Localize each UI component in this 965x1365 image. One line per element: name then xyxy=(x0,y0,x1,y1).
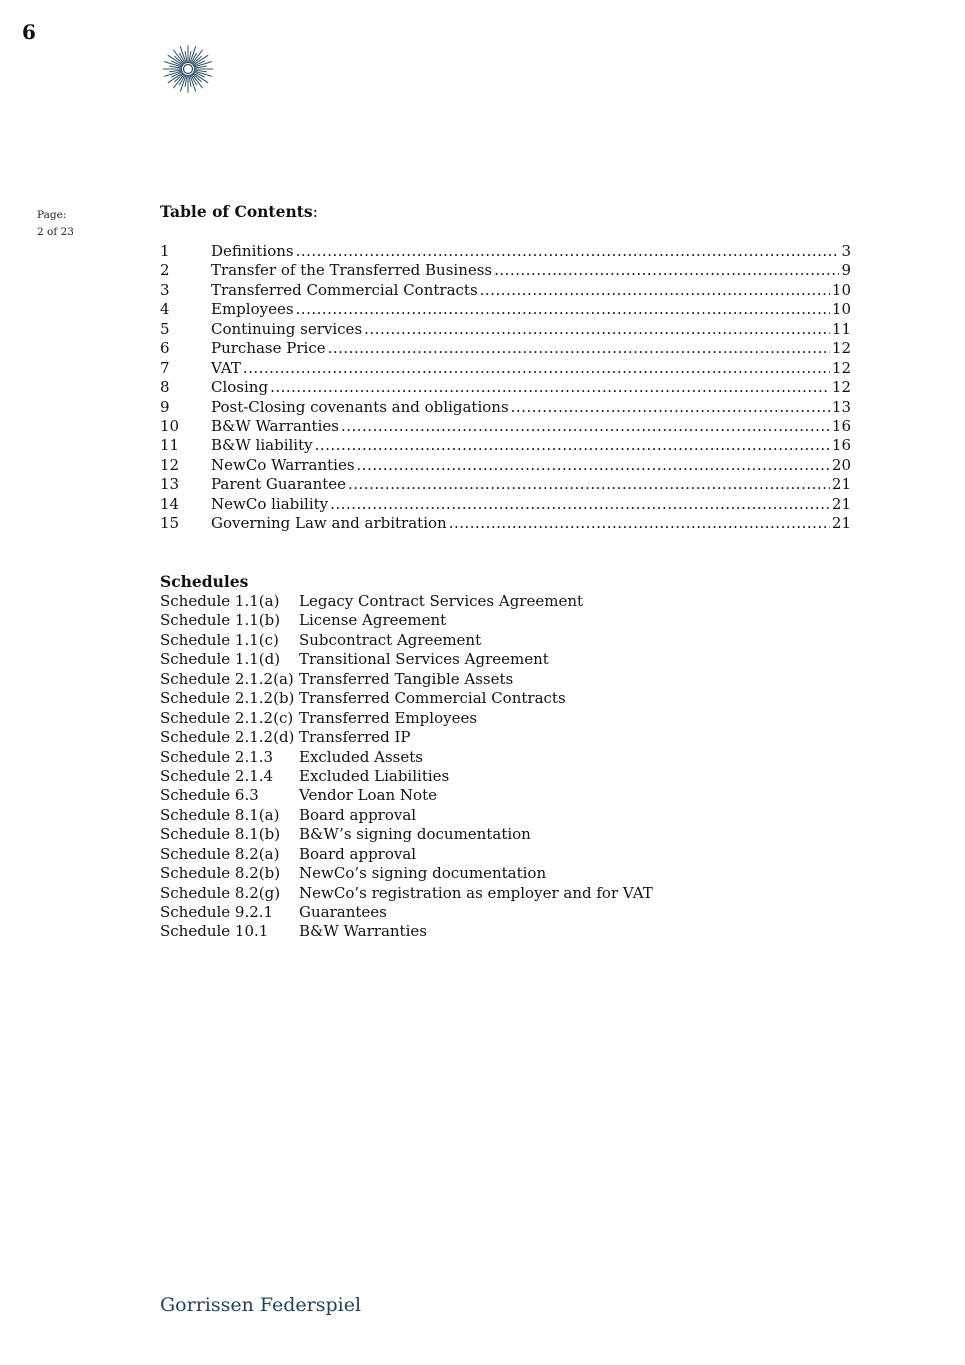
toc-entry-number: 8 xyxy=(160,378,170,397)
schedule-item xyxy=(160,650,653,669)
schedule-title: Guarantees xyxy=(299,903,387,921)
schedule-ref: Schedule 9.2.1 xyxy=(160,903,274,921)
toc-entry[interactable] xyxy=(160,475,851,494)
toc-entry-title: Parent Guarantee xyxy=(211,475,347,494)
toc-entry-number: 1 xyxy=(160,242,170,260)
toc-leader-dots xyxy=(296,242,840,261)
toc-entry-number: 2 xyxy=(160,261,170,280)
toc-entry-title: NewCo liability xyxy=(211,494,329,513)
toc-leader-dots xyxy=(364,320,830,339)
schedule-item xyxy=(160,709,653,728)
toc-entry-page: 12 xyxy=(831,358,851,377)
toc-entry-title: NewCo Warranties xyxy=(211,455,355,474)
schedule-item xyxy=(160,864,653,883)
schedule-ref: Schedule 2.1.2(c) xyxy=(160,708,294,727)
toc-entry-page: 12 xyxy=(831,378,851,397)
toc-leader-dots xyxy=(480,281,830,300)
schedule-item xyxy=(160,786,653,805)
schedule-item xyxy=(160,922,653,941)
toc-entry-page: 3 xyxy=(841,242,851,260)
toc-entry-number: 14 xyxy=(160,494,180,513)
toc-entry[interactable] xyxy=(160,359,851,378)
schedule-title: Transferred IP xyxy=(299,728,411,747)
schedule-item xyxy=(160,592,653,611)
schedule-ref: Schedule 8.2(a) xyxy=(160,844,280,863)
toc-entry-page: 21 xyxy=(831,494,851,513)
toc-entry-number: 5 xyxy=(160,319,170,338)
toc-entry[interactable] xyxy=(160,281,851,300)
schedule-title: Vendor Loan Note xyxy=(299,786,437,805)
toc-entry-number: 12 xyxy=(160,455,180,474)
schedule-ref: Schedule 1.1(c) xyxy=(160,630,279,649)
schedule-ref: Schedule 8.2(g) xyxy=(160,883,281,902)
toc-entry-page: 16 xyxy=(831,416,851,435)
toc-entry-title: Governing Law and arbitration xyxy=(211,514,447,533)
toc-leader-dots xyxy=(296,300,830,319)
schedule-ref: Schedule 10.1 xyxy=(160,922,269,941)
schedule-item xyxy=(160,631,653,650)
firm-name-footer: Gorrissen Federspiel xyxy=(160,1294,362,1316)
toc-entry-title: VAT xyxy=(211,358,241,377)
page-number: 6 xyxy=(22,20,36,44)
toc-entry-number: 15 xyxy=(160,514,180,533)
toc-entry-title: Transfer of the Transferred Business xyxy=(211,261,493,280)
toc-entry-number: 3 xyxy=(160,280,170,299)
toc-entry-number: 9 xyxy=(160,397,170,416)
toc-entry[interactable] xyxy=(160,339,851,358)
toc-heading-suffix: : xyxy=(312,203,318,221)
toc-entry-page: 13 xyxy=(831,397,851,416)
schedule-ref: Schedule 8.1(a) xyxy=(160,805,280,824)
toc-entry-number: 11 xyxy=(160,436,180,455)
schedule-ref: Schedule 8.2(b) xyxy=(160,864,281,883)
schedule-title: License Agreement xyxy=(299,611,447,630)
schedule-item xyxy=(160,728,653,747)
toc-entry-page: 10 xyxy=(831,280,851,299)
schedule-item xyxy=(160,767,653,786)
toc-entry-title: Closing xyxy=(211,378,269,397)
schedule-ref: Schedule 2.1.4 xyxy=(160,766,274,785)
toc-leader-dots xyxy=(328,339,830,358)
toc-entry-title: Employees xyxy=(211,300,294,319)
schedule-item xyxy=(160,825,653,844)
toc-entry-page: 20 xyxy=(831,455,851,474)
toc-entry-title: Post-Closing covenants and obligations xyxy=(211,397,509,416)
toc-entry[interactable] xyxy=(160,320,851,339)
table-of-contents xyxy=(160,242,851,534)
page-indicator xyxy=(37,207,74,241)
schedule-title: Excluded Assets xyxy=(299,747,423,766)
toc-entry-number: 7 xyxy=(160,358,170,377)
schedule-title: NewCo’s signing documentation xyxy=(299,864,547,883)
toc-entry[interactable] xyxy=(160,417,851,436)
schedule-title: Legacy Contract Services Agreement xyxy=(299,592,584,610)
toc-entry-title: B&W Warranties xyxy=(211,416,339,435)
starburst-logo-icon xyxy=(160,44,216,94)
schedule-item xyxy=(160,884,653,903)
toc-entry-title: Continuing services xyxy=(211,319,363,338)
schedule-title: Board approval xyxy=(299,844,417,863)
schedule-title: Transferred Tangible Assets xyxy=(299,669,514,688)
schedule-title: Transitional Services Agreement xyxy=(299,650,549,669)
page-indicator-label: Page: xyxy=(37,209,67,221)
toc-entry-page: 21 xyxy=(831,514,851,533)
schedule-ref: Schedule 8.1(b) xyxy=(160,825,281,844)
schedule-ref: Schedule 1.1(b) xyxy=(160,611,281,630)
schedule-title: NewCo’s registration as employer and for VAT xyxy=(299,883,653,902)
toc-entry-number: 4 xyxy=(160,300,170,319)
toc-leader-dots xyxy=(330,495,830,514)
toc-entry-page: 12 xyxy=(831,339,851,358)
toc-entry-page: 11 xyxy=(831,319,851,338)
schedule-title: Board approval xyxy=(299,805,417,824)
toc-leader-dots xyxy=(357,456,830,475)
toc-leader-dots xyxy=(348,475,830,494)
toc-entry-number: 6 xyxy=(160,339,170,358)
toc-entry-page: 16 xyxy=(831,436,851,455)
toc-entry-title: Purchase Price xyxy=(211,339,326,358)
toc-heading-text: Table of Contents xyxy=(160,202,313,221)
schedule-item xyxy=(160,748,653,767)
toc-leader-dots xyxy=(270,378,830,397)
schedule-item xyxy=(160,845,653,864)
toc-entry[interactable] xyxy=(160,261,851,280)
schedule-ref: Schedule 2.1.2(d) xyxy=(160,728,295,747)
schedule-ref: Schedule 6.3 xyxy=(160,786,259,805)
toc-entry[interactable] xyxy=(160,378,851,397)
schedule-title: B&W’s signing documentation xyxy=(299,825,531,844)
toc-entry-number: 10 xyxy=(160,416,180,435)
schedule-item xyxy=(160,806,653,825)
toc-entry-title: Transferred Commercial Contracts xyxy=(211,280,478,299)
toc-entry[interactable] xyxy=(160,398,851,417)
toc-entry-title: B&W liability xyxy=(211,436,313,455)
toc-entry[interactable] xyxy=(160,300,851,319)
toc-entry[interactable] xyxy=(160,436,851,455)
toc-entry[interactable] xyxy=(160,514,851,533)
toc-entry[interactable] xyxy=(160,495,851,514)
toc-entry-page: 9 xyxy=(841,261,851,280)
toc-leader-dots xyxy=(341,417,830,436)
toc-entry-page: 21 xyxy=(831,475,851,494)
schedule-item xyxy=(160,689,653,708)
schedule-title: Excluded Liabilities xyxy=(299,766,450,785)
schedule-ref: Schedule 2.1.2(b) xyxy=(160,689,295,708)
schedule-title: Transferred Commercial Contracts xyxy=(299,689,566,708)
toc-entry-title: Definitions xyxy=(211,242,294,260)
schedule-ref: Schedule 2.1.3 xyxy=(160,747,274,766)
schedule-title: Transferred Employees xyxy=(299,708,478,727)
schedule-item xyxy=(160,611,653,630)
toc-leader-dots xyxy=(449,514,830,533)
schedule-ref: Schedule 2.1.2(a) xyxy=(160,669,294,688)
toc-entry[interactable] xyxy=(160,242,851,261)
schedule-item xyxy=(160,670,653,689)
schedules-heading: Schedules xyxy=(160,572,249,591)
toc-leader-dots xyxy=(511,398,830,417)
toc-entry[interactable] xyxy=(160,456,851,475)
toc-entry-page: 10 xyxy=(831,300,851,319)
schedule-title: Subcontract Agreement xyxy=(299,630,482,649)
toc-leader-dots xyxy=(315,436,830,455)
toc-entry-number: 13 xyxy=(160,475,180,494)
schedule-item xyxy=(160,903,653,922)
schedules-list xyxy=(160,592,653,942)
page-indicator-value: 2 of 23 xyxy=(37,226,74,238)
toc-leader-dots xyxy=(243,359,830,378)
schedule-ref: Schedule 1.1(d) xyxy=(160,650,281,669)
schedule-title: B&W Warranties xyxy=(299,922,427,941)
schedule-ref: Schedule 1.1(a) xyxy=(160,592,280,610)
toc-heading xyxy=(160,202,318,221)
toc-leader-dots xyxy=(494,261,839,280)
